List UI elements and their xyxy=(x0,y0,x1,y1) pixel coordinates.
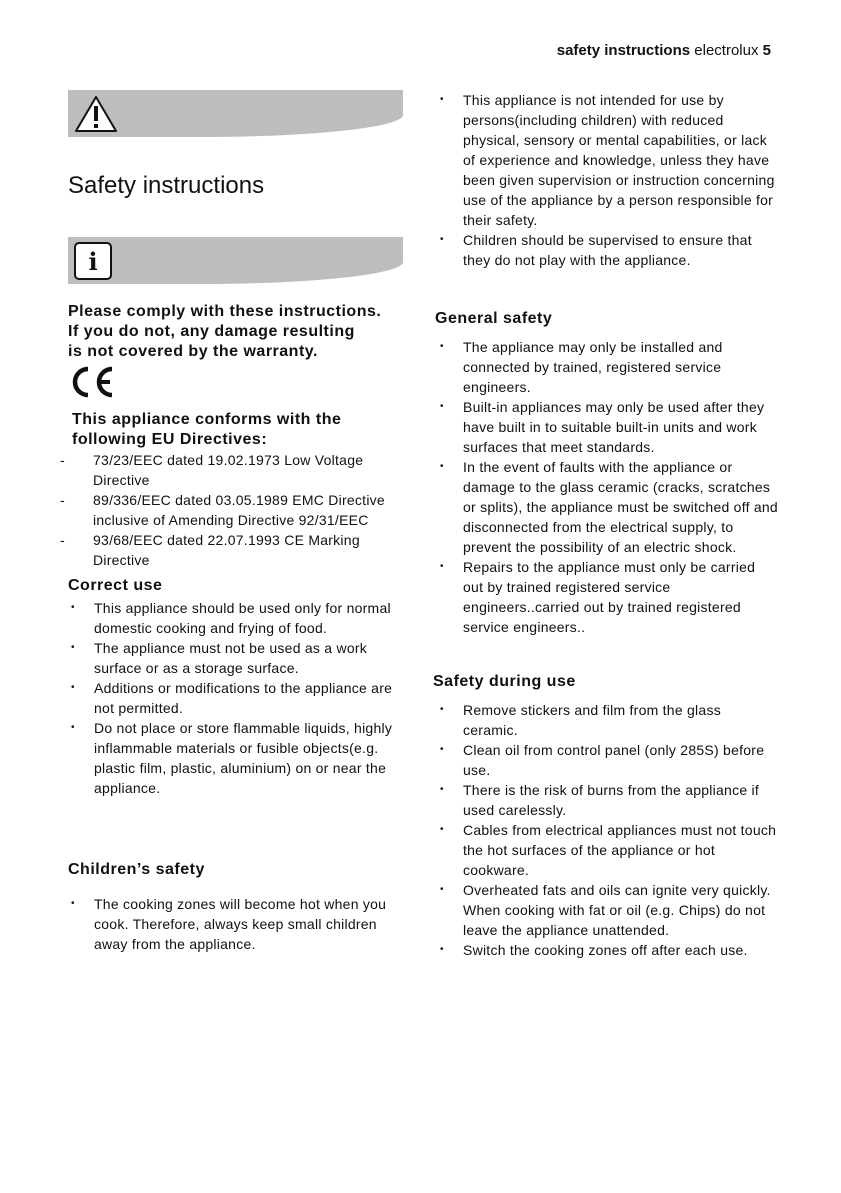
intro-section xyxy=(433,90,778,270)
list-item: • This appliance is not intended for use by persons(including children) with reduced physical, sensory or mental capabilities, or lack of experience and knowledge, unless they have been given supervision or instruction concerning use of the appliance by a person responsible for their safety. xyxy=(440,92,775,228)
list-item: - 73/23/EEC dated 19.02.1973 Low Voltage Directive xyxy=(60,452,364,488)
list-item: • Switch the cooking zones off after each use. xyxy=(440,942,748,958)
directives-section xyxy=(60,410,413,798)
list-item: • Children should be supervised to ensure that they do not play with the appliance. xyxy=(440,232,752,268)
header-section: safety instructions xyxy=(556,42,691,59)
list-item: • Cables from electrical appliances must not touch the hot surfaces of the appliance or hot cookware. xyxy=(440,822,777,878)
page-number: 5 xyxy=(762,42,771,59)
list-item: • Overheated fats and oils can ignite very quickly. When cooking with fat or oil (e.g. Chips) do not leave the appliance unattended. xyxy=(440,882,771,938)
warning-banner xyxy=(68,90,403,137)
page-header xyxy=(557,42,771,59)
list-item: - 89/336/EEC dated 03.05.1989 EMC Directive inclusive of Amending Directive 92/31/EEC xyxy=(60,492,385,528)
list-item: • The appliance may only be installed and connected by trained, registered service engineers. xyxy=(440,339,723,395)
list-item: - 93/68/EEC dated 22.07.1993 CE Marking Directive xyxy=(60,532,360,568)
warning-triangle-icon xyxy=(74,95,118,138)
section-heading: General safety xyxy=(435,310,553,327)
list-item: • Clean oil from control panel (only 285S) before use. xyxy=(440,742,765,778)
list-item: • The appliance must not be used as a work surface or as a storage surface. xyxy=(71,640,368,676)
notice-line: is not covered by the warranty. xyxy=(68,343,318,360)
list-item: • Do not place or store flammable liquids, highly inflammable materials or fusible objects(e.g. plastic film, plastic, aluminium) on or near the appliance. xyxy=(71,720,393,796)
list-item: • The cooking zones will become hot when you cook. Therefore, always keep small children away from the appliance. xyxy=(71,896,387,952)
list-item: • There is the risk of burns from the appliance if used carelessly. xyxy=(440,782,760,818)
section-heading: Correct use xyxy=(68,577,163,594)
directives-heading: This appliance conforms with the xyxy=(72,411,342,428)
ce-mark xyxy=(68,366,116,403)
page-title: Safety instructions xyxy=(68,172,265,199)
notice-line: Please comply with these instructions. xyxy=(68,303,382,320)
safety-during-use-section xyxy=(433,672,778,960)
info-icon: i xyxy=(74,242,112,280)
general-safety-section xyxy=(433,309,778,637)
header-brand: electrolux xyxy=(694,42,759,59)
section-heading: Children’s safety xyxy=(68,861,205,878)
list-item: • Built-in appliances may only be used after they have built in to suitable built-in units and work surfaces that meet standards. xyxy=(440,399,765,455)
childrens-safety-section xyxy=(68,860,413,954)
list-item: • This appliance should be used only for normal domestic cooking and frying of food. xyxy=(71,600,391,636)
info-banner xyxy=(68,237,403,284)
notice-line: If you do not, any damage resulting xyxy=(68,323,355,340)
list-item: • Repairs to the appliance must only be carried out by trained registered service engineers..carried out by trained registered service engineers.. xyxy=(440,559,756,635)
list-item: • Additions or modifications to the appliance are not permitted. xyxy=(71,680,393,716)
list-item: • In the event of faults with the appliance or damage to the glass ceramic (cracks, scratches or splits), the appliance must be switched off and disconnected from the electrical supply, to prevent the possibility of an electric shock. xyxy=(440,459,778,555)
directives-heading: following EU Directives: xyxy=(72,431,268,448)
warranty-notice xyxy=(68,302,413,362)
section-heading: Safety during use xyxy=(433,673,576,690)
list-item: • Remove stickers and film from the glass ceramic. xyxy=(440,702,721,738)
